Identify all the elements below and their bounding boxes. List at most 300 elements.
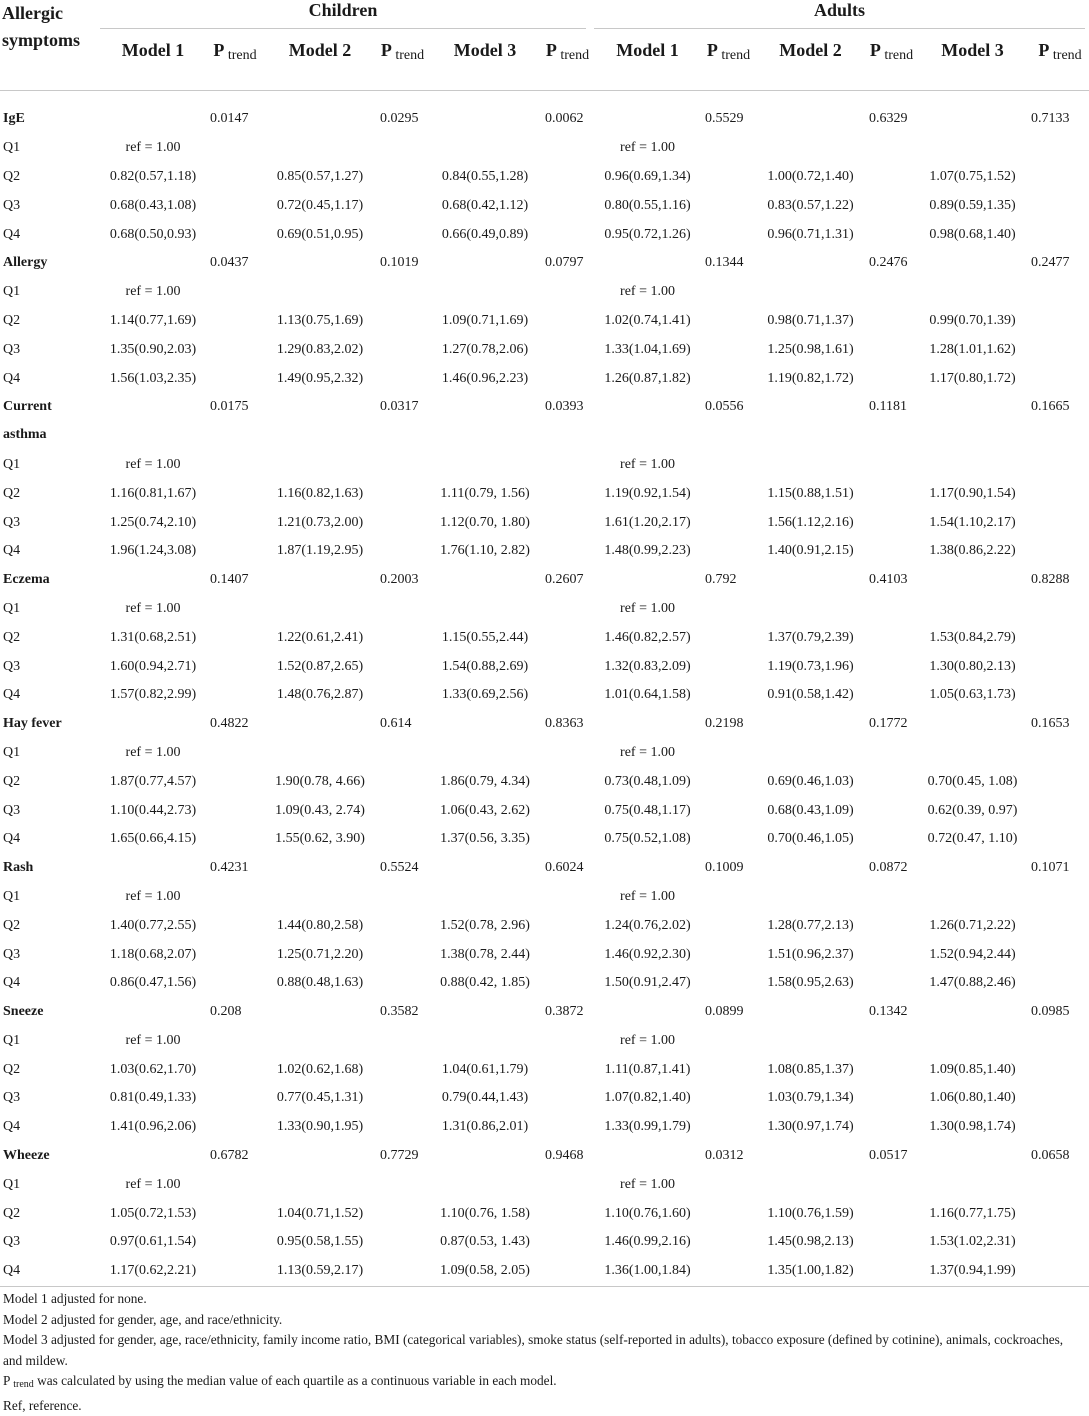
p-trend-cell (545, 595, 590, 624)
estimate-cell: 1.76(1.10, 2.82) (425, 537, 545, 566)
p-trend-cell (545, 1170, 590, 1199)
quartile-label: Q1 (0, 595, 96, 624)
estimate-cell (96, 998, 210, 1027)
estimate-cell: 1.01(0.64,1.58) (590, 681, 705, 710)
p-trend-value: 0.0556 (705, 393, 752, 451)
estimate-cell: 0.85(0.57,1.27) (260, 163, 380, 192)
quartile-row (0, 940, 1089, 969)
category-label: Wheeze (0, 1142, 96, 1171)
estimate-cell: 1.16(0.82,1.63) (260, 479, 380, 508)
estimate-cell: 1.16(0.77,1.75) (914, 1199, 1031, 1228)
p-trend-cell (380, 595, 425, 624)
estimate-cell: 0.87(0.53, 1.43) (425, 1228, 545, 1257)
p-trend-cell (705, 911, 752, 940)
estimate-cell: 1.22(0.61,2.41) (260, 623, 380, 652)
p-trend-cell (545, 1055, 590, 1084)
estimate-cell: 1.18(0.68,2.07) (96, 940, 210, 969)
estimate-cell (425, 595, 545, 624)
p-trend-cell (210, 1199, 260, 1228)
estimate-cell: ref = 1.00 (96, 739, 210, 768)
p-trend-cell (210, 623, 260, 652)
estimate-cell (260, 710, 380, 739)
estimate-cell: 1.37(0.79,2.39) (752, 623, 869, 652)
p-trend-cell (705, 364, 752, 393)
estimate-cell (914, 393, 1031, 451)
p-trend-cell (545, 134, 590, 163)
estimate-cell: 1.07(0.82,1.40) (590, 1084, 705, 1113)
p-trend-cell (1031, 451, 1089, 480)
p-trend-cell (1031, 883, 1089, 912)
estimate-cell: 1.17(0.62,2.21) (96, 1257, 210, 1286)
quartile-label: Q2 (0, 1199, 96, 1228)
estimate-cell (425, 710, 545, 739)
p-trend-value: 0.0312 (705, 1142, 752, 1171)
p-trend-cell (380, 767, 425, 796)
p-trend-cell (210, 940, 260, 969)
estimate-cell (590, 998, 705, 1027)
group-header-children (96, 0, 590, 30)
estimate-cell: 0.99(0.70,1.39) (914, 307, 1031, 336)
p-trend-cell (705, 767, 752, 796)
p-trend-value: 0.3582 (380, 998, 425, 1027)
p-trend-cell (1031, 364, 1089, 393)
estimate-cell: 1.06(0.43, 2.62) (425, 796, 545, 825)
estimate-cell: 1.04(0.71,1.52) (260, 1199, 380, 1228)
estimate-cell: 0.75(0.52,1.08) (590, 825, 705, 854)
p-trend-cell (869, 537, 914, 566)
estimate-cell: 0.81(0.49,1.33) (96, 1084, 210, 1113)
p-trend-cell (380, 1055, 425, 1084)
estimate-cell (260, 998, 380, 1027)
p-trend-cell (380, 479, 425, 508)
quartile-row (0, 767, 1089, 796)
quartile-label: Q2 (0, 767, 96, 796)
estimate-cell: 1.31(0.86,2.01) (425, 1113, 545, 1142)
quartile-label: Q3 (0, 652, 96, 681)
p-trend-cell (1031, 1055, 1089, 1084)
p-trend-value: 0.5529 (705, 105, 752, 134)
estimate-cell: 0.95(0.58,1.55) (260, 1228, 380, 1257)
p-trend-subscript: trend (1053, 48, 1082, 63)
estimate-cell: 1.30(0.80,2.13) (914, 652, 1031, 681)
estimate-cell: 1.48(0.76,2.87) (260, 681, 380, 710)
quartile-label: Q3 (0, 191, 96, 220)
p-trend-cell (1031, 537, 1089, 566)
estimate-cell: ref = 1.00 (96, 451, 210, 480)
p-trend-cell (869, 134, 914, 163)
estimate-cell: 1.31(0.68,2.51) (96, 623, 210, 652)
p-trend-value: 0.1342 (869, 998, 914, 1027)
p-trend-cell (869, 451, 914, 480)
p-trend-cell (705, 623, 752, 652)
estimate-cell: 0.68(0.43,1.08) (96, 191, 210, 220)
estimate-cell: 1.33(0.99,1.79) (590, 1113, 705, 1142)
p-trend-cell (380, 883, 425, 912)
estimate-cell: 1.28(1.01,1.62) (914, 335, 1031, 364)
category-label: Allergy (0, 249, 96, 278)
quartile-label: Q2 (0, 1055, 96, 1084)
quartile-row (0, 220, 1089, 249)
estimate-cell (590, 393, 705, 451)
estimate-cell (752, 883, 869, 912)
estimate-cell: 1.86(0.79, 4.34) (425, 767, 545, 796)
category-row (0, 998, 1089, 1027)
estimate-cell (425, 998, 545, 1027)
estimate-cell (914, 134, 1031, 163)
p-trend-cell (380, 940, 425, 969)
estimate-cell: 1.11(0.87,1.41) (590, 1055, 705, 1084)
p-trend-cell (869, 1084, 914, 1113)
quartile-label: Q2 (0, 911, 96, 940)
p-trend-cell (545, 883, 590, 912)
estimate-cell (590, 566, 705, 595)
p-trend-value: 0.792 (705, 566, 752, 595)
estimate-cell (752, 854, 869, 883)
estimate-cell: 1.35(0.90,2.03) (96, 335, 210, 364)
quartile-label: Q4 (0, 681, 96, 710)
estimate-cell: 0.68(0.42,1.12) (425, 191, 545, 220)
estimate-cell (914, 883, 1031, 912)
p-trend-cell (1031, 278, 1089, 307)
quartile-row (0, 825, 1089, 854)
category-label: Sneeze (0, 998, 96, 1027)
p-trend-cell (1031, 1257, 1089, 1286)
quartile-row (0, 623, 1089, 652)
p-trend-value: 0.4822 (210, 710, 260, 739)
p-trend-cell (210, 479, 260, 508)
estimate-cell: 1.48(0.99,2.23) (590, 537, 705, 566)
quartile-row (0, 364, 1089, 393)
estimate-cell: 1.10(0.76,1.60) (590, 1199, 705, 1228)
p-trend-cell (545, 1084, 590, 1113)
estimate-cell: 0.89(0.59,1.35) (914, 191, 1031, 220)
estimate-cell: 0.69(0.51,0.95) (260, 220, 380, 249)
estimate-cell: ref = 1.00 (590, 883, 705, 912)
estimate-cell: 0.96(0.71,1.31) (752, 220, 869, 249)
p-trend-cell (210, 134, 260, 163)
p-trend-cell (1031, 969, 1089, 998)
p-trend-cell (869, 220, 914, 249)
estimate-cell (914, 278, 1031, 307)
note-ptrend-lead: P (3, 1373, 10, 1388)
p-trend-cell (869, 796, 914, 825)
quartile-row (0, 1055, 1089, 1084)
p-trend-header (210, 30, 260, 91)
table-header (0, 0, 1089, 91)
p-trend-value: 0.2477 (1031, 249, 1089, 278)
estimate-cell (752, 393, 869, 451)
quartile-label: Q1 (0, 1027, 96, 1056)
estimate-cell: 0.62(0.39, 0.97) (914, 796, 1031, 825)
p-trend-cell (705, 825, 752, 854)
estimate-cell: 1.54(1.10,2.17) (914, 508, 1031, 537)
p-trend-value: 0.6024 (545, 854, 590, 883)
p-trend-cell (1031, 767, 1089, 796)
estimate-cell: 1.15(0.88,1.51) (752, 479, 869, 508)
p-trend-cell (210, 911, 260, 940)
p-trend-cell (1031, 623, 1089, 652)
quartile-label: Q1 (0, 1170, 96, 1199)
p-trend-cell (705, 595, 752, 624)
p-trend-cell (705, 739, 752, 768)
p-trend-cell (545, 364, 590, 393)
p-trend-cell (1031, 479, 1089, 508)
category-row (0, 105, 1089, 134)
p-trend-cell (210, 307, 260, 336)
p-trend-cell (869, 940, 914, 969)
quartile-label: Q1 (0, 278, 96, 307)
quartile-label: Q3 (0, 508, 96, 537)
p-trend-value: 0.0295 (380, 105, 425, 134)
p-trend-cell (869, 1027, 914, 1056)
estimate-cell (425, 854, 545, 883)
estimate-cell: 1.32(0.83,2.09) (590, 652, 705, 681)
p-trend-value: 0.208 (210, 998, 260, 1027)
estimate-cell (752, 998, 869, 1027)
estimate-cell: 0.70(0.46,1.05) (752, 825, 869, 854)
estimate-cell: ref = 1.00 (96, 134, 210, 163)
estimate-cell (425, 105, 545, 134)
estimate-cell: 1.06(0.80,1.40) (914, 1084, 1031, 1113)
estimate-cell: 1.53(1.02,2.31) (914, 1228, 1031, 1257)
p-trend-cell (1031, 739, 1089, 768)
p-trend-cell (869, 767, 914, 796)
p-trend-cell (705, 335, 752, 364)
quartile-row (0, 307, 1089, 336)
estimate-cell (914, 854, 1031, 883)
p-trend-cell (705, 796, 752, 825)
quartile-row (0, 739, 1089, 768)
p-trend-cell (210, 1113, 260, 1142)
category-row (0, 566, 1089, 595)
p-trend-cell (210, 508, 260, 537)
estimate-cell: 1.17(0.90,1.54) (914, 479, 1031, 508)
p-trend-cell (210, 1084, 260, 1113)
category-label: Rash (0, 854, 96, 883)
estimate-cell: 1.28(0.77,2.13) (752, 911, 869, 940)
quartile-label: Q3 (0, 796, 96, 825)
p-trend-cell (210, 1170, 260, 1199)
estimate-cell: 1.09(0.85,1.40) (914, 1055, 1031, 1084)
quartile-label: Q3 (0, 1228, 96, 1257)
estimate-cell: 1.12(0.70, 1.80) (425, 508, 545, 537)
quartile-label: Q4 (0, 537, 96, 566)
p-trend-cell (380, 220, 425, 249)
p-trend-cell (869, 364, 914, 393)
p-trend-cell (869, 1055, 914, 1084)
estimate-cell: 1.13(0.59,2.17) (260, 1257, 380, 1286)
p-trend-cell (705, 1084, 752, 1113)
estimate-cell (914, 1027, 1031, 1056)
estimate-cell (425, 393, 545, 451)
estimate-cell: 1.03(0.79,1.34) (752, 1084, 869, 1113)
estimate-cell (260, 566, 380, 595)
p-trend-value: 0.4103 (869, 566, 914, 595)
estimate-cell: 1.08(0.85,1.37) (752, 1055, 869, 1084)
estimate-cell (914, 249, 1031, 278)
p-trend-cell (210, 163, 260, 192)
header-spacer-row (0, 91, 1089, 106)
p-trend-value: 0.0872 (869, 854, 914, 883)
estimate-cell (260, 134, 380, 163)
p-trend-cell (380, 1170, 425, 1199)
category-row (0, 393, 1089, 451)
p-trend-cell (380, 739, 425, 768)
model-header: Model 2 (260, 30, 380, 91)
estimate-cell: ref = 1.00 (590, 1027, 705, 1056)
estimate-cell: 1.56(1.03,2.35) (96, 364, 210, 393)
p-trend-cell (1031, 681, 1089, 710)
quartile-label: Q1 (0, 883, 96, 912)
quartile-label: Q2 (0, 479, 96, 508)
estimate-cell (260, 1142, 380, 1171)
estimate-cell: ref = 1.00 (590, 134, 705, 163)
estimate-cell (260, 883, 380, 912)
p-trend-cell (545, 537, 590, 566)
p-trend-cell (545, 220, 590, 249)
p-trend-cell (380, 911, 425, 940)
estimate-cell: 1.26(0.71,2.22) (914, 911, 1031, 940)
estimate-cell: 0.82(0.57,1.18) (96, 163, 210, 192)
estimate-cell: 1.25(0.71,2.20) (260, 940, 380, 969)
estimate-cell (914, 998, 1031, 1027)
estimate-cell: ref = 1.00 (96, 1170, 210, 1199)
p-trend-value: 0.0393 (545, 393, 590, 451)
estimate-cell (914, 739, 1031, 768)
estimate-cell: 1.52(0.94,2.44) (914, 940, 1031, 969)
estimate-cell: 1.37(0.56, 3.35) (425, 825, 545, 854)
p-trend-cell (210, 537, 260, 566)
p-trend-header (1031, 30, 1089, 91)
estimate-cell: 1.02(0.74,1.41) (590, 307, 705, 336)
estimate-cell: 1.45(0.98,2.13) (752, 1228, 869, 1257)
estimate-cell: 1.15(0.55,2.44) (425, 623, 545, 652)
quartile-row (0, 134, 1089, 163)
p-trend-cell (380, 1199, 425, 1228)
estimate-cell (590, 1142, 705, 1171)
quartile-label: Q1 (0, 739, 96, 768)
p-trend-cell (1031, 163, 1089, 192)
p-trend-subscript: trend (721, 48, 750, 63)
quartile-row (0, 595, 1089, 624)
p-trend-cell (545, 1027, 590, 1056)
p-trend-cell (869, 1113, 914, 1142)
p-trend-cell (545, 623, 590, 652)
estimate-cell (752, 739, 869, 768)
estimate-cell (425, 566, 545, 595)
estimate-cell: 1.54(0.88,2.69) (425, 652, 545, 681)
estimate-cell (752, 710, 869, 739)
p-trend-cell (705, 307, 752, 336)
estimate-cell: 1.36(1.00,1.84) (590, 1257, 705, 1286)
estimate-cell: 1.87(0.77,4.57) (96, 767, 210, 796)
p-trend-cell (545, 911, 590, 940)
p-trend-cell (705, 1027, 752, 1056)
model-header: Model 3 (425, 30, 545, 91)
note-ptrend (3, 1371, 1083, 1396)
p-trend-cell (210, 796, 260, 825)
p-trend-cell (1031, 1170, 1089, 1199)
p-trend-cell (869, 595, 914, 624)
estimate-cell: 0.69(0.46,1.03) (752, 767, 869, 796)
note-ptrend-rest: was calculated by using the median value of each quartile as a continuous variable in each model. (34, 1373, 557, 1388)
p-trend-cell (545, 940, 590, 969)
p-trend-cell (545, 825, 590, 854)
p-trend-label: P (381, 40, 391, 60)
estimate-cell: 1.27(0.78,2.06) (425, 335, 545, 364)
estimate-cell: 1.49(0.95,2.32) (260, 364, 380, 393)
p-trend-value: 0.3872 (545, 998, 590, 1027)
quartile-row (0, 163, 1089, 192)
model-header: Model 1 (96, 30, 210, 91)
p-trend-cell (210, 1257, 260, 1286)
quartile-row (0, 335, 1089, 364)
estimate-cell: 0.83(0.57,1.22) (752, 191, 869, 220)
estimate-cell (914, 1142, 1031, 1171)
estimate-cell: 1.26(0.87,1.82) (590, 364, 705, 393)
p-trend-cell (1031, 1113, 1089, 1142)
p-trend-cell (545, 1257, 590, 1286)
p-trend-cell (210, 335, 260, 364)
estimate-cell: 1.24(0.76,2.02) (590, 911, 705, 940)
group-label-adults: Adults (594, 0, 1085, 29)
p-trend-cell (545, 1199, 590, 1228)
estimate-cell: 0.98(0.71,1.37) (752, 307, 869, 336)
p-trend-value: 0.1407 (210, 566, 260, 595)
p-trend-value: 0.8363 (545, 710, 590, 739)
estimate-cell: 1.37(0.94,1.99) (914, 1257, 1031, 1286)
estimate-cell: 1.60(0.94,2.71) (96, 652, 210, 681)
estimate-cell: 1.30(0.97,1.74) (752, 1113, 869, 1142)
estimate-cell: ref = 1.00 (590, 739, 705, 768)
p-trend-cell (869, 163, 914, 192)
category-row (0, 249, 1089, 278)
p-trend-cell (545, 508, 590, 537)
estimate-cell: 1.21(0.73,2.00) (260, 508, 380, 537)
quartile-row (0, 796, 1089, 825)
estimate-cell (752, 1027, 869, 1056)
row-label-text: Allergic symptoms (2, 3, 80, 50)
p-trend-cell (210, 451, 260, 480)
estimate-cell: 1.90(0.78, 4.66) (260, 767, 380, 796)
estimate-cell: ref = 1.00 (590, 451, 705, 480)
p-trend-cell (705, 681, 752, 710)
estimate-cell: 1.46(0.99,2.16) (590, 1228, 705, 1257)
p-trend-cell (869, 335, 914, 364)
estimate-cell (96, 566, 210, 595)
estimate-cell: 1.57(0.82,2.99) (96, 681, 210, 710)
p-trend-cell (869, 883, 914, 912)
model-header: Model 1 (590, 30, 705, 91)
p-trend-cell (1031, 796, 1089, 825)
p-trend-cell (210, 191, 260, 220)
estimate-cell: 1.51(0.96,2.37) (752, 940, 869, 969)
estimate-cell: ref = 1.00 (590, 595, 705, 624)
p-trend-cell (545, 191, 590, 220)
p-trend-cell (869, 911, 914, 940)
table-body (0, 91, 1089, 1287)
estimate-cell: ref = 1.00 (96, 883, 210, 912)
p-trend-cell (380, 1228, 425, 1257)
p-trend-cell (380, 278, 425, 307)
p-trend-cell (705, 220, 752, 249)
estimate-cell: 1.33(1.04,1.69) (590, 335, 705, 364)
model-header: Model 2 (752, 30, 869, 91)
estimate-cell: 0.98(0.68,1.40) (914, 220, 1031, 249)
p-trend-cell (545, 1113, 590, 1142)
p-trend-cell (380, 1257, 425, 1286)
p-trend-cell (1031, 191, 1089, 220)
